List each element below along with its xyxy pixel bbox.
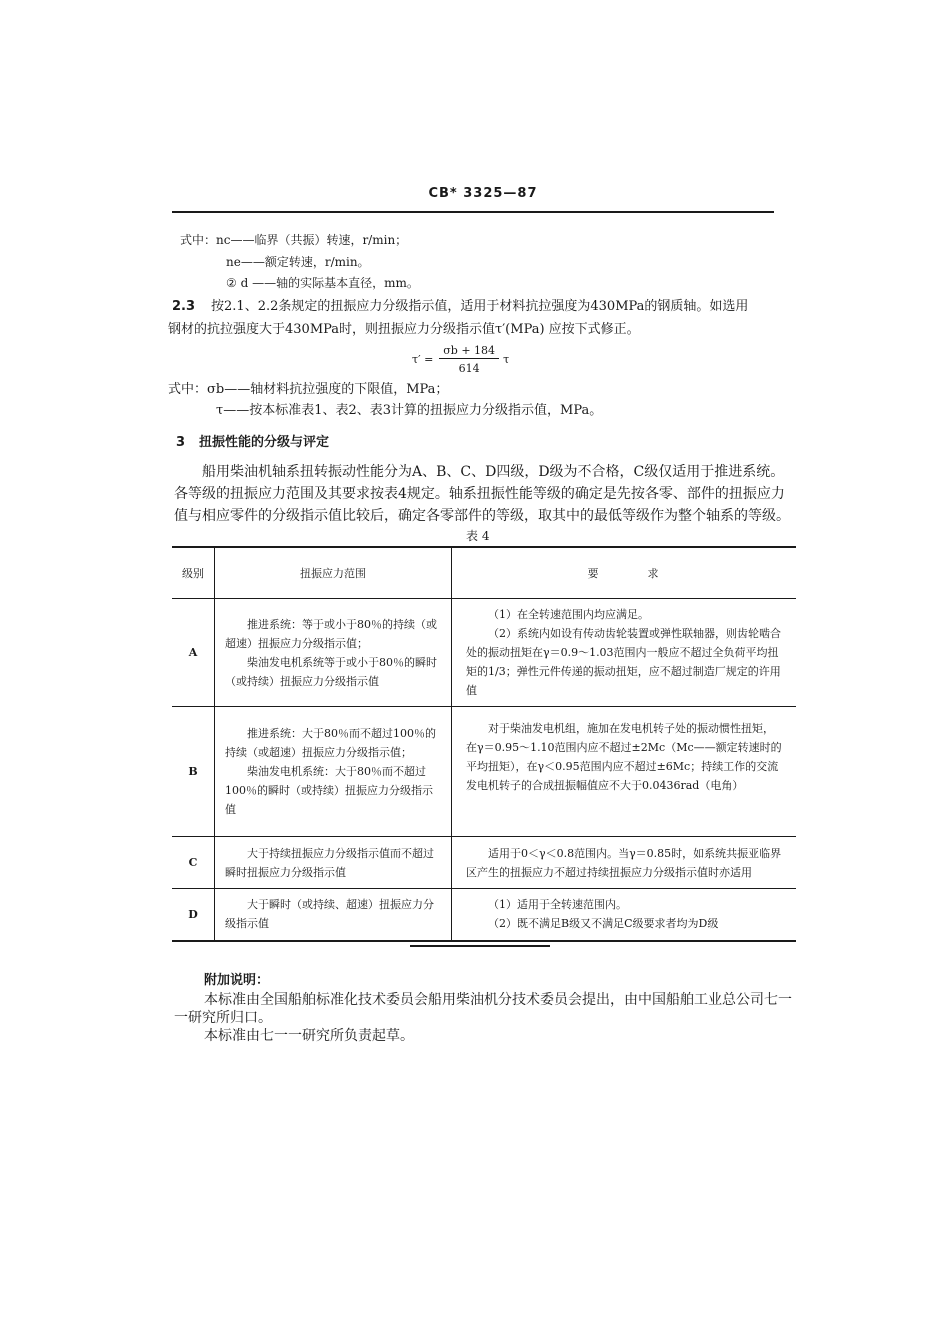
standard-code-header: CB* 3325—87 (428, 186, 538, 201)
table-header-row (172, 547, 796, 599)
range-text-2: 柴油发电机系统等于或小于80％的瞬时（或持续）扭振应力分级指示值 (225, 655, 437, 688)
range-text-2: 柴油发电机系统：大于80％而不超过100％的瞬时（或持续）扭振应力分级指示值 (225, 765, 433, 816)
range-cell (215, 889, 452, 941)
note-ne: ne——额定转速，r/min。 (226, 255, 370, 269)
appendix-line3: 本标准由七一一研究所负责起草。 (204, 1028, 414, 1044)
range-text-1: 大于瞬时（或持续、超速）扭振应力分级指示值 (225, 898, 434, 931)
appendix-line1: 本标准由全国船舶标准化技术委员会船用柴油机分技术委员会提出，由中国船舶工业总公司七一 (204, 992, 792, 1008)
range-cell (215, 837, 452, 889)
note-tau: τ——按本标准表1、表2、表3计算的扭振应力分级指示值，MPa。 (216, 403, 603, 418)
section-3-title: 扭振性能的分级与评定 (199, 435, 330, 450)
requirement-text-1: 适用于0＜γ＜0.8范围内。当γ＝0.85时，如系统共振亚临界区产生的扭振应力不超过持续扭振应力分级指示值时亦适用 (466, 846, 782, 879)
header-requirement: 要 求 (587, 566, 663, 580)
section-3-heading (176, 434, 329, 452)
grade-table (172, 546, 796, 942)
section-3-para-line2: 各等级的扭振应力范围及其要求按表4规定。轴系扭振性能等级的确定是先按各零、部件的扭振应力 (174, 486, 785, 502)
correction-formula (412, 344, 509, 375)
clause-2-3-number: 2.3 (172, 299, 196, 314)
requirement-text-2: （2）系统内如设有传动齿轮装置或弹性联轴器，则齿轮啮合处的振动扭矩在γ＝0.9～1.03范围内一般应不超过全负荷平均扭矩的1/3；弹性元件传递的振动扭矩，应不超过制造厂规定的许用值 (466, 627, 781, 697)
requirement-cell (452, 889, 797, 941)
formula-numerator: σb + 184 (439, 344, 499, 359)
range-cell (215, 707, 452, 837)
header-range: 扭振应力范围 (215, 547, 452, 599)
formula-lhs: τ′ = (412, 353, 434, 366)
requirement-text-1: 对于柴油发电机组，施加在发电机转子处的振动惯性扭矩，在γ＝0.95～1.10范围内应不超过±2Mc（Mc——额定转速时的平均扭矩），在γ＜0.95范围内应不超过±6Mc；持续工作的交流发电机转子的合成扭振幅值应不大于0.0436rad（电角） (466, 722, 782, 792)
table-caption: 表 4 (466, 529, 490, 543)
grade-cell: A (172, 599, 215, 707)
header-grade: 级别 (172, 547, 215, 599)
note-d: ② d ——轴的实际基本直径，mm。 (226, 276, 419, 290)
requirement-text-1: （1）在全转速范围内均应满足。 (488, 608, 649, 621)
grade-cell: D (172, 889, 215, 941)
table-row (172, 837, 796, 889)
formula-fraction (439, 344, 499, 375)
appendix-line2: 一研究所归口。 (174, 1010, 272, 1026)
table-row (172, 889, 796, 941)
table-row (172, 599, 796, 707)
range-text-1: 大于持续扭振应力分级指示值而不超过瞬时扭振应力分级指示值 (225, 846, 434, 879)
clause-2-3 (172, 298, 748, 316)
note-sigma-b: 式中：σb——轴材料抗拉强度的下限值，MPa； (168, 382, 449, 397)
requirement-cell (452, 837, 797, 889)
requirement-cell (452, 707, 797, 837)
header-rule (172, 211, 774, 213)
requirement-cell (452, 599, 797, 707)
clause-2-3-line1: 按2.1、2.2条规定的扭振应力分级指示值，适用于材料抗拉强度为430MPa的钢质轴。如选用 (211, 299, 749, 314)
section-3-para-line3: 值与相应零件的分级指示值比较后，确定各零部件的等级，取其中的最低等级作为整个轴系的等级。 (174, 508, 790, 524)
clause-2-3-line2: 钢材的抗拉强度大于430MPa时，则扭振应力分级指示值τ′(MPa) 应按下式修正。 (168, 322, 640, 337)
requirement-text-1: （1）适用于全转速范围内。 (488, 898, 627, 912)
formula-denominator: 614 (458, 362, 480, 375)
grade-cell: C (172, 837, 215, 889)
appendix-title: 附加说明： (204, 973, 270, 988)
range-text-1: 推进系统：等于或小于80％的持续（或超速）扭振应力分级指示值； (225, 617, 437, 650)
range-text-1: 推进系统：大于80％而不超过100％的持续（或超速）扭振应力分级指示值； (225, 727, 436, 759)
grade-cell: B (172, 707, 215, 837)
section-3-para-line1: 船用柴油机轴系扭转振动性能分为A、B、C、D四级，D级为不合格，C级仅适用于推进系统。 (202, 464, 785, 480)
section-3-number: 3 (176, 435, 186, 450)
table-row (172, 707, 796, 837)
end-rule (410, 945, 550, 947)
range-cell (215, 599, 452, 707)
requirement-text-2: （2）既不满足B级又不满足C级要求者均为D级 (488, 917, 719, 931)
formula-rhs: τ (503, 353, 510, 366)
note-nc: 式中：nc——临界（共振）转速，r/min； (180, 233, 408, 247)
